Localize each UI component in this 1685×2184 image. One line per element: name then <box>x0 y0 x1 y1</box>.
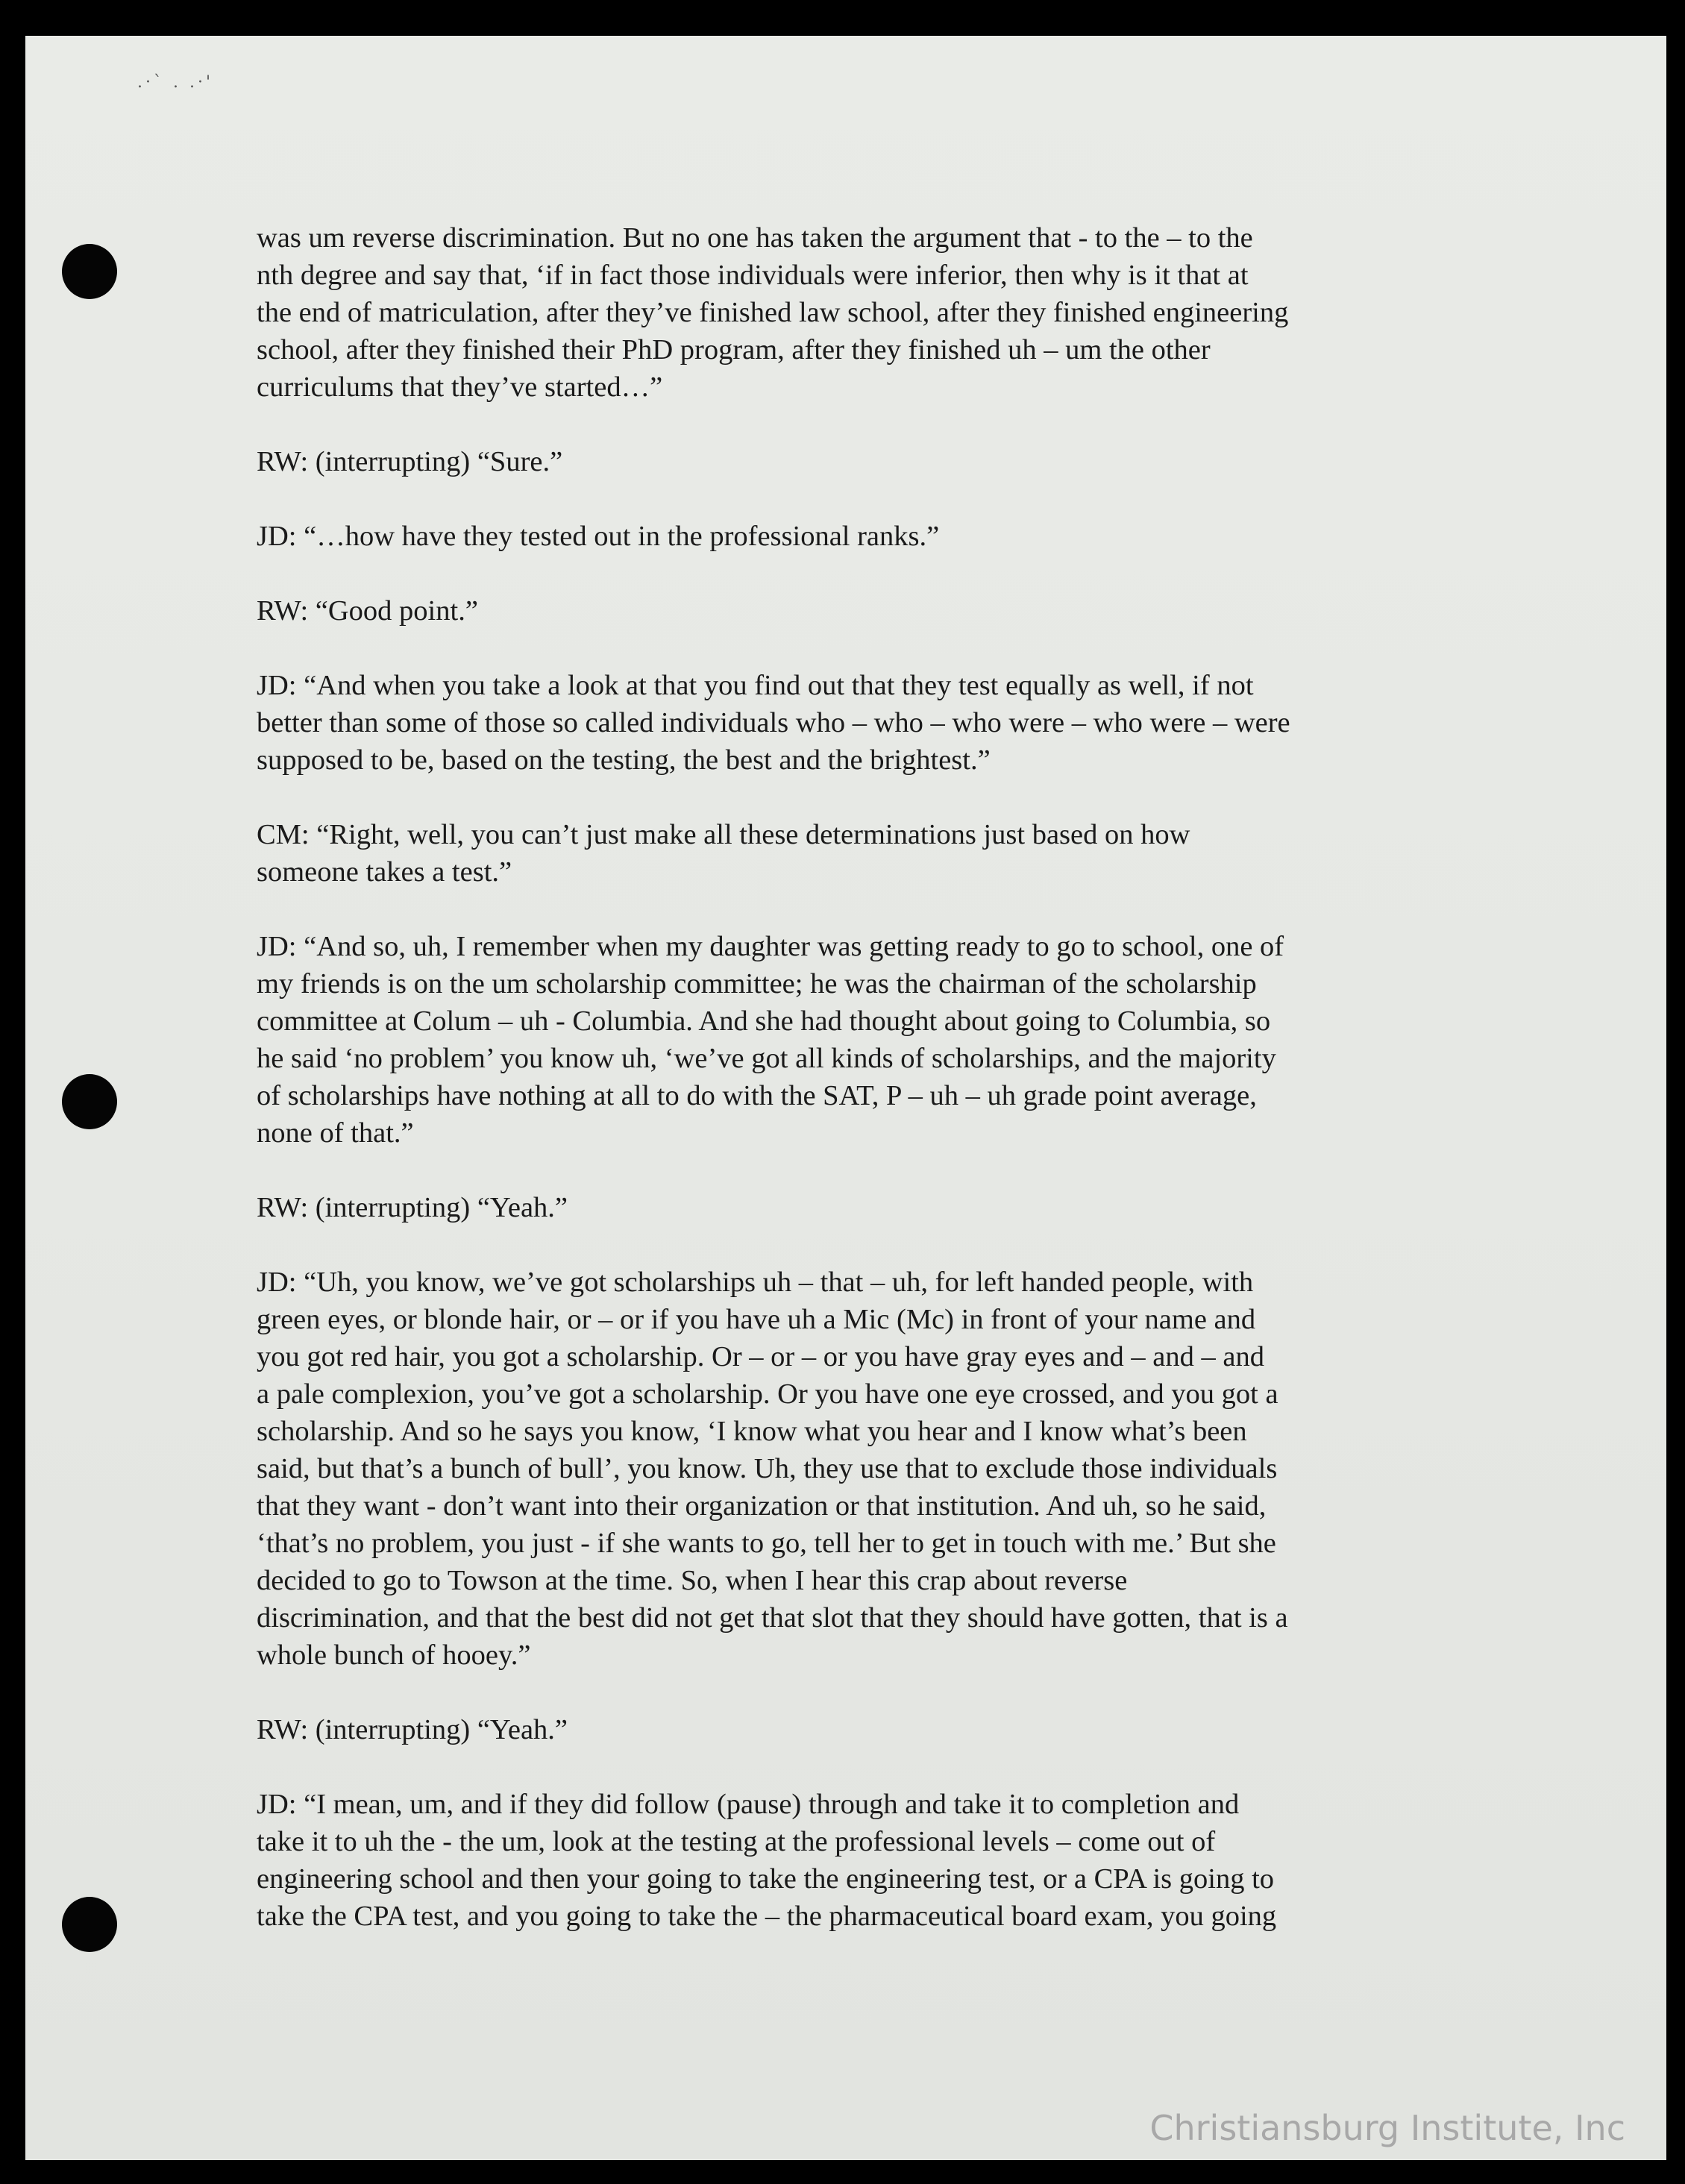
transcript-body <box>257 219 1465 1972</box>
watermark: Christiansburg Institute, Inc <box>1149 2108 1625 2148</box>
paragraph-8: RW: (interrupting) “Yeah.” <box>257 1192 568 1223</box>
binder-hole-top <box>62 244 117 299</box>
paragraph-4: RW: “Good point.” <box>257 595 478 627</box>
paragraph-5: JD: “And when you take a look at that you find out that they test equally as well, if not better than some of those so called individuals who – who – who were – who were – were supposed to be, based on the testing, the best and the brightest.” <box>257 670 1290 776</box>
paper-specks: .·` . .·' <box>137 73 213 92</box>
paragraph-11: JD: “I mean, um, and if they did follow (pause) through and take it to completion and take it to uh the - the um, look at the testing at the professional levels – come out of engineering school and then your going to take the engineering test, or a CPA is going to take the CPA test, and you going to take the – the pharmaceutical board exam, you going <box>257 1789 1277 1932</box>
binder-hole-bottom <box>62 1897 117 1952</box>
paragraph-3: JD: “…how have they tested out in the professional ranks.” <box>257 521 940 552</box>
binder-hole-middle <box>62 1074 117 1129</box>
paragraph-9: JD: “Uh, you know, we’ve got scholarships uh – that – uh, for left handed people, with green eyes, or blonde hair, or – or if you have uh a Mic (Mc) in front of your name and you got red hair, you got a scholarship. Or – or – or you have gray eyes and – and – and a pale complexion, you’ve got a scholarship. Or you have one eye crossed, and you got a scholarship. And so he says you know, ‘I know what you hear and I know what’s been said, but that’s a bunch of bull’, you know. Uh, they use that to exclude those individuals that they want - don’t want into their organization or that institution. And uh, so he said, ‘that’s no problem, you just - if she wants to go, tell her to get in touch with me.’ But she decided to go to Towson at the time. So, when I hear this crap about reverse discrimination, and that the best did not get that slot that they should have gotten, that is a whole bunch of hooey.” <box>257 1267 1288 1671</box>
paragraph-6: CM: “Right, well, you can’t just make all these determinations just based on how someone takes a test.” <box>257 819 1190 888</box>
paragraph-10: RW: (interrupting) “Yeah.” <box>257 1714 568 1745</box>
paragraph-1: was um reverse discrimination. But no one has taken the argument that - to the – to the nth degree and say that, ‘if in fact those individuals were inferior, then why is it that at the end of matriculation, after they’ve finished law school, after they finished engineering school, after they finished their PhD program, after they finished uh – um the other curriculums that they’ve started…” <box>257 222 1289 403</box>
paragraph-7: JD: “And so, uh, I remember when my daughter was getting ready to go to school, one of my friends is on the um scholarship committee; he was the chairman of the scholarship committee at Colum – uh - Columbia. And she had thought about going to Columbia, so he said ‘no problem’ you know uh, ‘we’ve got all kinds of scholarships, and the majority of scholarships have nothing at all to do with the SAT, P – uh – uh grade point average, none of that.” <box>257 931 1284 1149</box>
paragraph-2: RW: (interrupting) “Sure.” <box>257 446 563 477</box>
document-page <box>25 36 1666 2160</box>
